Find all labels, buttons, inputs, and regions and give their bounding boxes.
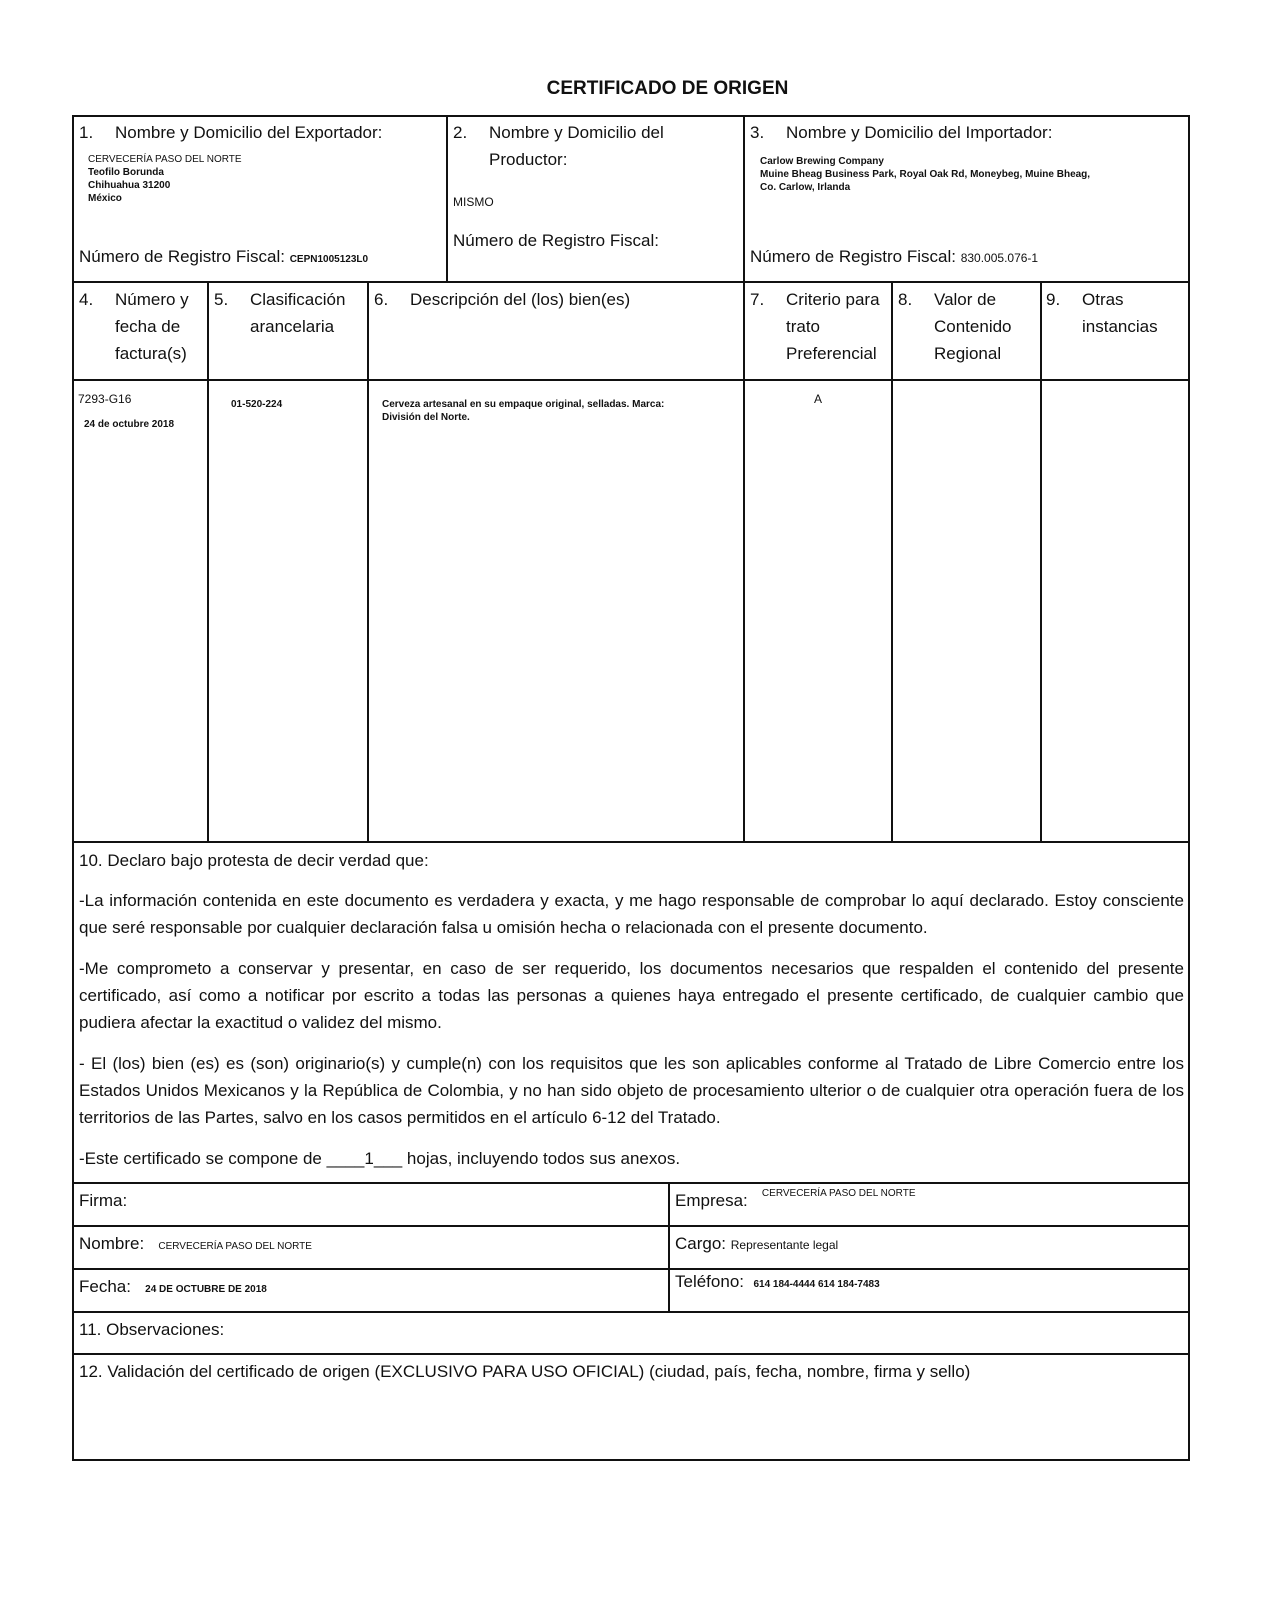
divider (1040, 281, 1042, 843)
declaration-paragraph-1: -La información contenida en este documento es verdadera y exacta, y me hago responsable de comprobar lo aquí declarado. Estoy consciente que seré responsable por cualquier declaración falsa u omisión hecha o relacionada con el presente documento. (79, 891, 1184, 937)
producer-label: 2. Nombre y Domicilio del Productor: (453, 123, 664, 169)
divider (72, 1268, 1190, 1270)
declaration-paragraph-4: -Este certificado se compone de ____1___ hojas, incluyendo todos sus anexos. (79, 1149, 681, 1168)
column-header-tariff: 5. Clasificación arancelaria (214, 290, 346, 336)
divider (72, 1311, 1190, 1313)
invoice-number: 7293-G16 (78, 392, 132, 406)
exporter-street: Teofilo Borunda (88, 167, 164, 178)
exporter-city: Chihuahua 31200 (88, 180, 171, 191)
phone-field: Teléfono: 614 184-4444 614 184-7483 (675, 1272, 880, 1291)
validation-label: 12. Validación del certificado de origen (EXCLUSIVO PARA USO OFICIAL) (ciudad, país, fecha, nombre, firma y sello) (79, 1362, 971, 1381)
divider (743, 115, 745, 843)
exporter-country: México (88, 193, 122, 204)
divider (72, 281, 1190, 283)
column-header-criterion: 7. Criterio para trato Preferencial (750, 290, 880, 363)
description-line-1: Cerveza artesanal en su empaque original, selladas. Marca: (382, 399, 665, 410)
divider (72, 1353, 1190, 1355)
signature-label: Firma: (79, 1191, 128, 1210)
declaration-heading: 10. Declaro bajo protesta de decir verdad que: (79, 851, 429, 870)
declaration-paragraph-2: -Me comprometo a conservar y presentar, en caso de ser requerido, los documentos necesarios que respalden el contenido del presente certificado, así como a notificar por escrito a todas las personas a quienes haya entregado el presente certificado, de cualquier cambio que pudiera afectar la exactitud o validez del mismo. (79, 959, 1184, 1032)
divider (891, 281, 893, 843)
divider (668, 1182, 670, 1313)
column-header-other: 9. Otras instancias (1046, 290, 1158, 336)
producer-value: MISMO (453, 195, 494, 209)
divider (446, 115, 448, 282)
divider (72, 841, 1190, 843)
producer-rfc-label: Número de Registro Fiscal: (453, 231, 659, 250)
divider (72, 1225, 1190, 1227)
importer-rfc: Número de Registro Fiscal: 830.005.076-1 (750, 247, 1039, 266)
exporter-label: 1. Nombre y Domicilio del Exportador: (79, 123, 383, 142)
invoice-date: 24 de octubre 2018 (84, 419, 175, 430)
divider (72, 379, 1190, 381)
name-field: Nombre: CERVECERÍA PASO DEL NORTE (79, 1234, 312, 1253)
divider (72, 1182, 1190, 1184)
position-field: Cargo: Representante legal (675, 1234, 839, 1253)
exporter-rfc: Número de Registro Fiscal: CEPN1005123L0 (79, 247, 369, 266)
company-field: Empresa: $^{CERVECERÍA PASO DEL NORTE}$ (675, 1188, 916, 1210)
criterion-value: A (814, 392, 823, 406)
importer-name: Carlow Brewing Company (760, 156, 884, 167)
declaration-paragraph-3: - El (los) bien (es) es (son) originario(s) y cumple(n) con los requisitos que les son aplicables conforme al Tratado de Libre Comercio entre los Estados Unidos Mexicanos y la República de Colombia, y no han sido objeto de procesamiento ulterior o de cualquier otra operación fuera de los territorios de las Partes, salvo en los casos permitidos en el artículo 6-12 del Tratado. (79, 1054, 1184, 1127)
column-header-invoice: 4. Número y fecha de factura(s) (79, 290, 189, 363)
page-title: CERTIFICADO DE ORIGEN (546, 78, 789, 99)
date-field: Fecha: 24 DE OCTUBRE DE 2018 (79, 1277, 267, 1296)
exporter-name: CERVECERÍA PASO DEL NORTE (88, 154, 242, 165)
column-header-description: 6. Descripción del (los) bien(es) (374, 290, 631, 309)
importer-address-1: Muine Bheag Business Park, Royal Oak Rd, Moneybeg, Muine Bheag, (760, 169, 1091, 180)
divider (207, 281, 209, 843)
divider (367, 281, 369, 843)
tariff-code: 01-520-224 (231, 399, 283, 410)
importer-address-2: Co. Carlow, Irlanda (760, 182, 851, 193)
importer-label: 3. Nombre y Domicilio del Importador: (750, 123, 1053, 142)
column-header-regional-value: 8. Valor de Contenido Regional (898, 290, 1012, 363)
description-line-2: División del Norte. (382, 412, 470, 423)
observations-label: 11. Observaciones: (79, 1320, 225, 1339)
